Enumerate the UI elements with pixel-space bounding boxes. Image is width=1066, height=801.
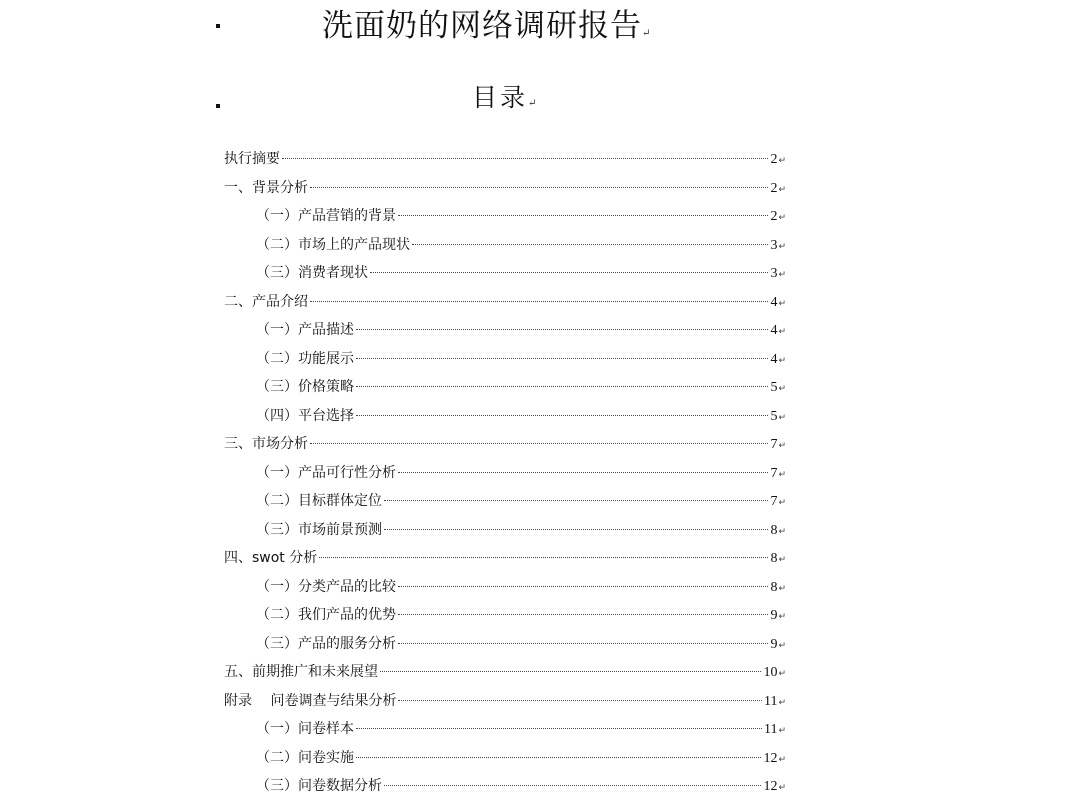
toc-entry-label: （一）问卷样本 bbox=[256, 721, 354, 737]
toc-entry-page-number: 9 bbox=[770, 608, 778, 623]
toc-entry[interactable] bbox=[224, 772, 786, 801]
toc-entry-label: （二）问卷实施 bbox=[256, 749, 354, 766]
toc-entry[interactable] bbox=[224, 658, 786, 687]
toc-entry-page-number: 4 bbox=[770, 323, 778, 338]
toc-entry-label: （一）分类产品的比较 bbox=[256, 578, 396, 595]
paragraph-mark-icon: ↵ bbox=[778, 726, 786, 736]
toc-entry[interactable] bbox=[224, 373, 786, 402]
paragraph-mark-icon: ↵ bbox=[778, 241, 786, 252]
toc-dot-leader bbox=[356, 358, 768, 359]
toc-entry-label: （一）产品营销的背景 bbox=[256, 208, 396, 224]
toc-entry[interactable] bbox=[224, 544, 786, 573]
paragraph-mark-icon: ↵ bbox=[778, 669, 786, 679]
paragraph-mark-icon: ↵ bbox=[528, 98, 537, 109]
toc-entry[interactable] bbox=[224, 516, 786, 545]
toc-entry-page-number: 5 bbox=[770, 408, 778, 424]
toc-entry-label: （三）消费者现状 bbox=[256, 265, 368, 281]
toc-entry-page-number: 2 bbox=[770, 209, 778, 224]
toc-entry-label: （二）功能展示 bbox=[256, 350, 354, 367]
toc-entry[interactable] bbox=[224, 601, 786, 630]
toc-dot-leader bbox=[412, 244, 768, 245]
toc-entry-page-number: 2 bbox=[770, 152, 778, 167]
toc-entry[interactable] bbox=[224, 288, 786, 317]
toc-entry-label: （一）产品描述 bbox=[256, 322, 354, 338]
paragraph-mark-icon: ↵ bbox=[778, 270, 786, 280]
toc-entry-page-number: 10 bbox=[763, 665, 778, 680]
toc-entry[interactable] bbox=[224, 316, 786, 345]
paragraph-mark-icon: ↵ bbox=[778, 384, 786, 394]
toc-entry-label: （三）市场前景预测 bbox=[256, 521, 382, 538]
toc-entry-label: （三）产品的服务分析 bbox=[256, 635, 396, 652]
toc-entry[interactable] bbox=[224, 259, 786, 288]
toc-entry-page-number: 5 bbox=[770, 380, 778, 395]
paragraph-mark-icon: ↵ bbox=[778, 156, 786, 166]
toc-entry[interactable] bbox=[224, 487, 786, 516]
toc-entry-label: 一、背景分析 bbox=[224, 179, 308, 196]
toc-dot-leader bbox=[310, 187, 768, 188]
toc-entry-page-number: 3 bbox=[770, 266, 778, 281]
paragraph-mark-icon: ↵ bbox=[778, 526, 786, 537]
toc-entry-label: （三）问卷数据分析 bbox=[256, 778, 382, 794]
paragraph-mark-icon: ↵ bbox=[778, 754, 786, 765]
toc-entry-label: （二）目标群体定位 bbox=[256, 493, 382, 509]
toc-dot-leader bbox=[398, 215, 768, 216]
paragraph-mark-icon: ↵ bbox=[778, 783, 786, 793]
toc-dot-leader bbox=[384, 785, 761, 786]
toc-dot-leader bbox=[356, 386, 768, 387]
toc-entry[interactable] bbox=[224, 459, 786, 488]
toc-entry[interactable] bbox=[224, 715, 786, 744]
toc-entry[interactable] bbox=[224, 430, 786, 459]
toc-entry[interactable] bbox=[224, 202, 786, 231]
toc-entry-label: 附录 问卷调查与结果分析 bbox=[224, 692, 397, 709]
paragraph-mark-icon: ↵ bbox=[778, 555, 786, 565]
toc-entry-page-number: 8 bbox=[770, 551, 778, 566]
toc-entry[interactable] bbox=[224, 145, 786, 174]
toc-entry-label: （二）市场上的产品现状 bbox=[256, 236, 410, 253]
toc-entry-label: （三）价格策略 bbox=[256, 379, 354, 395]
toc-entry-page-number: 8 bbox=[770, 522, 778, 538]
toc-dot-leader bbox=[398, 586, 768, 587]
toc-entry-label: 五、前期推广和未来展望 bbox=[224, 664, 378, 680]
toc-heading-text: 目录 bbox=[472, 83, 529, 112]
document-title bbox=[322, 6, 650, 54]
toc-heading bbox=[472, 82, 536, 120]
toc-entry-page-number: 4 bbox=[770, 351, 778, 367]
paragraph-mark-icon: ↵ bbox=[778, 355, 786, 366]
toc-entry[interactable] bbox=[224, 744, 786, 773]
toc-entry[interactable] bbox=[224, 630, 786, 659]
toc-dot-leader bbox=[319, 557, 768, 558]
toc-entry-page-number: 3 bbox=[770, 237, 778, 253]
toc-dot-leader bbox=[356, 415, 768, 416]
paragraph-mark-icon: ↵ bbox=[778, 498, 786, 508]
toc-entry[interactable] bbox=[224, 573, 786, 602]
toc-dot-leader bbox=[310, 443, 768, 444]
toc-entry[interactable] bbox=[224, 687, 786, 716]
toc-dot-leader bbox=[398, 700, 762, 701]
paragraph-mark-icon: ↵ bbox=[778, 697, 786, 708]
toc-dot-leader bbox=[356, 728, 762, 729]
paragraph-mark-icon: ↵ bbox=[778, 612, 786, 622]
paragraph-mark-icon: ↵ bbox=[778, 441, 786, 451]
document-title-text: 洗面奶的网络调研报告 bbox=[322, 8, 642, 44]
toc-dot-leader bbox=[398, 643, 768, 644]
paragraph-mark-icon: ↵ bbox=[778, 213, 786, 223]
toc-dot-leader bbox=[310, 301, 768, 302]
toc-entry-page-number: 11 bbox=[763, 722, 778, 737]
toc-entry-label: 三、市场分析 bbox=[224, 436, 308, 452]
toc-entry-label: （二）我们产品的优势 bbox=[256, 607, 396, 623]
toc-entry-label: 四、swot 分析 bbox=[224, 550, 318, 566]
paragraph-mark-icon: ↵ bbox=[642, 28, 651, 39]
toc-entry-page-number: 9 bbox=[770, 636, 778, 652]
toc-dot-leader bbox=[370, 272, 768, 273]
toc-entry[interactable] bbox=[224, 231, 786, 260]
paragraph-mark-icon: ↵ bbox=[778, 327, 786, 337]
toc-entry-label: 二、产品介绍 bbox=[224, 293, 308, 310]
toc-entry-label: 执行摘要 bbox=[224, 151, 280, 167]
toc-entry-page-number: 12 bbox=[763, 779, 778, 794]
toc-entry[interactable] bbox=[224, 402, 786, 431]
toc-entry[interactable] bbox=[224, 174, 786, 203]
toc-dot-leader bbox=[384, 500, 768, 501]
toc-entry-page-number: 2 bbox=[770, 180, 778, 196]
toc-entry-page-number: 8 bbox=[770, 579, 778, 595]
toc-entry-label: （一）产品可行性分析 bbox=[256, 464, 396, 481]
paragraph-mark-icon: ↵ bbox=[778, 184, 786, 195]
paragraph-mark-icon: ↵ bbox=[778, 640, 786, 651]
toc-dot-leader bbox=[398, 472, 768, 473]
toc-entry-label: （四）平台选择 bbox=[256, 407, 354, 424]
paragraph-mark-icon: ↵ bbox=[778, 583, 786, 594]
toc-entry-page-number: 7 bbox=[770, 437, 778, 452]
toc-entry[interactable] bbox=[224, 345, 786, 374]
toc-entry-page-number: 11 bbox=[763, 693, 778, 709]
toc-entry-page-number: 7 bbox=[770, 465, 778, 481]
toc-dot-leader bbox=[356, 329, 768, 330]
toc-entry-page-number: 7 bbox=[770, 494, 778, 509]
toc-dot-leader bbox=[356, 757, 761, 758]
toc-dot-leader bbox=[282, 158, 768, 159]
toc-entry-page-number: 12 bbox=[763, 750, 778, 766]
toc-dot-leader bbox=[380, 671, 761, 672]
toc-entry-page-number: 4 bbox=[770, 294, 778, 310]
table-of-contents bbox=[224, 145, 786, 801]
toc-dot-leader bbox=[384, 529, 768, 530]
toc-dot-leader bbox=[398, 614, 768, 615]
paragraph-mark-icon: ↵ bbox=[778, 298, 786, 309]
heading-bullet bbox=[216, 104, 220, 108]
paragraph-mark-icon: ↵ bbox=[778, 469, 786, 480]
paragraph-mark-icon: ↵ bbox=[778, 412, 786, 423]
title-bullet bbox=[216, 24, 220, 28]
